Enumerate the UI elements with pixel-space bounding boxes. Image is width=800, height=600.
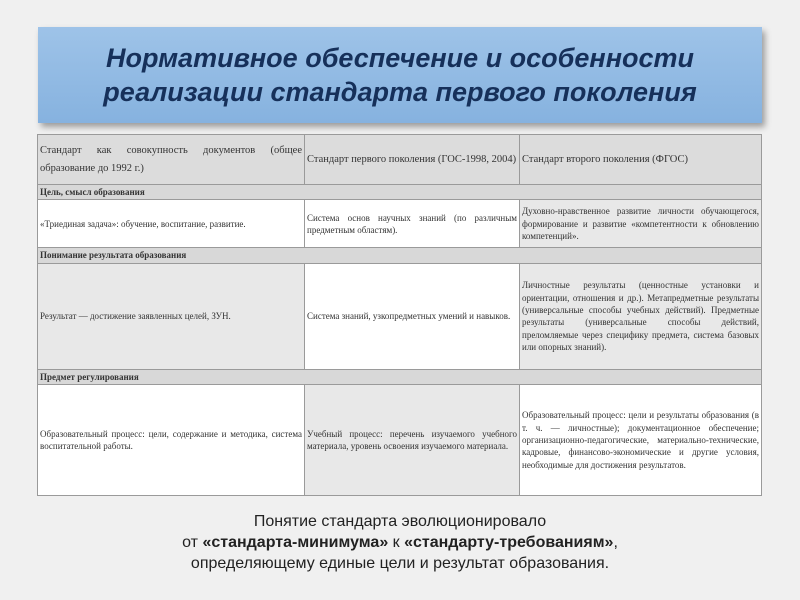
table-cell: Система знаний, узкопредметных умений и навыков.: [305, 263, 520, 369]
table-cell: Учебный процесс: перечень изучаемого учебного материала, уровень освоения изучаемого материала.: [305, 385, 520, 496]
standards-comparison-table: [37, 134, 762, 496]
section-row: [38, 185, 762, 200]
table-cell: Результат — достижение заявленных целей, ЗУН.: [38, 263, 305, 369]
table-cell: Образовательный процесс: цели, содержание и методика, система воспитательной работы.: [38, 385, 305, 496]
column-header: Стандарт первого поколения (ГОС-1998, 2004): [305, 135, 520, 185]
caption-text: ,: [613, 534, 618, 551]
page-title: [50, 41, 750, 109]
caption-text: к: [388, 534, 405, 551]
term-standard-requirements: «стандарту-требованиям»: [404, 534, 614, 551]
column-header: Стандарт второго поколения (ФГОС): [520, 135, 762, 185]
section-row: [38, 248, 762, 263]
title-line-2: реализации стандарта первого поколения: [103, 77, 697, 107]
table-row: [38, 385, 762, 496]
caption-line-3: определяющему единые цели и результат образования.: [190, 555, 610, 572]
table-cell: Образовательный процесс: цели и результаты образования (в т. ч. — личностные); документационное обеспечение; организационно-педагогические, материально-технические, кадровые, финансово-экономические и другие условия, необходимые для достижения результатов.: [520, 385, 762, 496]
table-cell: Система основ научных знаний (по различным предметным областям).: [305, 200, 520, 248]
title-banner: [38, 27, 762, 123]
table-cell: «Триединая задача»: обучение, воспитание, развитие.: [38, 200, 305, 248]
table-cell: Духовно-нравственное развитие личности обучающегося, формирование и развитие «компетентности к обновлению компетенций».: [520, 200, 762, 248]
section-title: Предмет регулирования: [38, 369, 762, 384]
table-row: [38, 263, 762, 369]
table-cell: Личностные результаты (ценностные установки и ориентации, отношения и др.). Метапредметные результаты (универсальные способы учебных действий). Предметные результаты (универсальные способы действий, преломляемые через специфику предмета, система базовых или опорных знаний).: [520, 263, 762, 369]
caption-text: от: [182, 534, 203, 551]
table-header-row: [38, 135, 762, 185]
section-row: [38, 369, 762, 384]
caption: [120, 511, 680, 574]
table-row: [38, 200, 762, 248]
column-header: Стандарт как совокупность документов (общее образование до 1992 г.): [38, 135, 305, 185]
caption-line-1: Понятие стандарта эволюционировало: [253, 513, 547, 530]
section-title: Понимание результата образования: [38, 248, 762, 263]
title-line-1: Нормативное обеспечение и особенности: [105, 43, 695, 73]
section-title: Цель, смысл образования: [38, 185, 762, 200]
term-standard-minimum: «стандарта-минимума»: [202, 534, 389, 551]
